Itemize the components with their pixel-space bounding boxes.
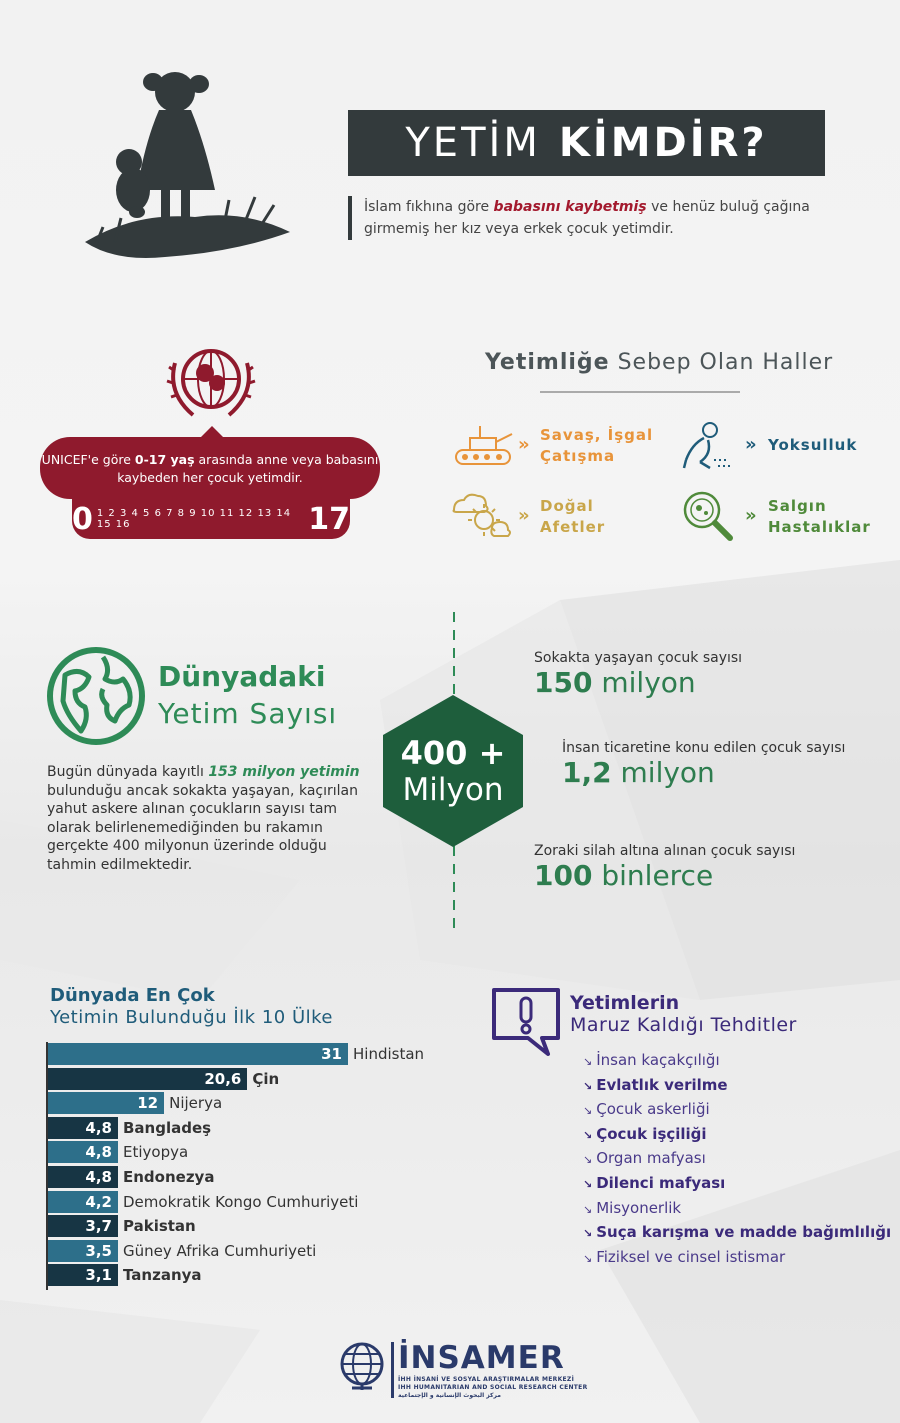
definition-post: ve henüz buluğ çağına girmemiş her kız veya erkek çocuk yetimdir. (364, 199, 810, 237)
threat-item (583, 1149, 706, 1167)
arrow-down-right-icon: ↘ (583, 1128, 593, 1142)
warning-speech-icon (488, 984, 564, 1060)
bar-row (48, 1141, 848, 1163)
threat-label: Dilenci mafyası (596, 1174, 726, 1192)
bar: 3,1 (48, 1264, 118, 1286)
threat-label: Suça karışma ve madde bağımlılığı (596, 1223, 892, 1242)
bar-category-label: Etiyopya (123, 1143, 189, 1162)
bar-row (48, 1264, 848, 1286)
world-title-bold: Dünyadaki (158, 660, 326, 693)
threat-label: Organ mafyası (596, 1149, 706, 1168)
globe-icon (45, 645, 147, 747)
chevron-right-icon: » (518, 505, 530, 526)
hexagon-text (384, 734, 522, 808)
footer-line3: مركز البحوث الإنسانية و الإجتماعية (398, 1392, 501, 1399)
bar-row (48, 1043, 848, 1065)
insamer-name: İNSAMER (398, 1340, 565, 1376)
bar-category-label: Pakistan (123, 1217, 196, 1236)
bar-row (48, 1117, 848, 1139)
threat-item (583, 1076, 728, 1094)
unicef-text-bold: 0-17 yaş (134, 452, 195, 467)
bar: 4,8 (48, 1141, 118, 1163)
bar: 4,8 (48, 1166, 118, 1188)
threats-title-rest: Maruz Kaldığı Tehditler (570, 1014, 797, 1036)
stat-trafficking (562, 740, 845, 789)
footer-line2: IHH HUMANITARIAN AND SOCIAL RESEARCH CENTER (398, 1384, 588, 1391)
stat-unit: milyon (601, 666, 696, 699)
causes-title-rest: Sebep Olan Haller (617, 350, 834, 375)
threat-item (583, 1125, 707, 1143)
poverty-icon (678, 420, 734, 472)
stat-child-soldiers (534, 843, 795, 892)
threat-label: Çocuk askerliği (596, 1100, 710, 1119)
causes-title-bold: Yetimliğe (485, 350, 610, 375)
arrow-down-right-icon: ↘ (583, 1202, 593, 1216)
bar-category-label: Hindistan (353, 1045, 425, 1063)
hex-unit: Milyon (402, 772, 504, 808)
cause-poverty-line1: Yoksulluk (768, 436, 858, 454)
virus-magnifier-icon (680, 488, 736, 544)
world-text-post: bulunduğu ancak sokakta yaşayan, kaçırılan yahut askere alınan çocukların sayısı tam olarak belirlenemediğinden bu rakamın gerçekte 400 milyonun üzerinde olduğu tahmin edilmektedir. (47, 782, 358, 873)
bar-row (48, 1191, 848, 1213)
chevron-right-icon: » (745, 434, 757, 455)
bar: 12 (48, 1092, 164, 1114)
arrow-down-right-icon: ↘ (583, 1178, 593, 1191)
arrow-down-right-icon: ↘ (583, 1251, 593, 1265)
stat-label: İnsan ticaretine konu edilen çocuk sayısı (562, 740, 846, 756)
bar: 3,7 (48, 1215, 118, 1237)
bar-category-label: Bangladeş (123, 1118, 212, 1137)
bar: 3,5 (48, 1240, 118, 1262)
chevron-right-icon: » (745, 505, 757, 526)
cause-epidemics-line2: Hastalıklar (768, 518, 871, 536)
age-start: 0 (72, 501, 93, 537)
chevron-right-icon: » (518, 434, 530, 455)
age-middle: 1 2 3 4 5 6 7 8 9 10 11 12 13 14 15 16 (96, 508, 292, 530)
arrow-down-right-icon: ↘ (583, 1079, 593, 1093)
threat-item (583, 1199, 681, 1217)
cause-disasters (540, 496, 605, 538)
title-bold: KİMDİR? (558, 120, 768, 166)
definition-text (348, 196, 834, 240)
stat-label: Zoraki silah altına alınan çocuk sayısı (534, 843, 796, 859)
footer-line1: İHH İNSANİ VE SOSYAL ARAŞTIRMALAR MERKEZİ (398, 1376, 575, 1383)
threat-label: Fiziksel ve cinsel istismar (596, 1247, 786, 1266)
chart-title: Dünyada En Çok (50, 985, 215, 1006)
age-end: 17 (308, 501, 350, 537)
girl-silhouette-icon (75, 62, 295, 272)
definition-highlight: babasını kaybetmiş (493, 199, 647, 215)
bar-category-label: Güney Afrika Cumhuriyeti (123, 1241, 317, 1260)
threat-label: Evlatlık verilme (596, 1075, 728, 1094)
world-description (47, 763, 367, 874)
bar-row (48, 1092, 848, 1114)
arrow-down-right-icon: ↘ (583, 1104, 593, 1118)
footer-divider (391, 1342, 394, 1398)
threat-label: Çocuk işçiliği (596, 1124, 707, 1143)
bar: 4,2 (48, 1191, 118, 1213)
threats-title-bold: Yetimlerin (570, 992, 680, 1014)
cause-war-line1: Savaş, İşgal (540, 426, 654, 444)
stat-value: 150 (534, 666, 593, 699)
causes-title (485, 350, 833, 375)
cause-war (540, 425, 653, 467)
title-light: YETİM (405, 120, 541, 166)
world-text-highlight: 153 milyon yetimin (208, 764, 360, 780)
world-title-rest: Yetim Sayısı (158, 697, 338, 730)
definition-pre: İslam fıkhına göre (364, 199, 494, 215)
bar-category-label: Çin (252, 1069, 280, 1088)
stat-street-children (534, 650, 742, 699)
bar: 20,6 (48, 1068, 247, 1090)
unicef-text-post: arasında anne veya babasını kaybeden her çocuk yetimdir. (117, 452, 379, 485)
stat-unit: binlerce (601, 859, 714, 892)
bar-row (48, 1166, 848, 1188)
causes-divider (540, 391, 740, 393)
arrow-down-right-icon: ↘ (583, 1227, 593, 1241)
bar: 4,8 (48, 1117, 118, 1139)
hex-number: 400 + (400, 734, 506, 772)
arrow-down-right-icon: ↘ (583, 1153, 593, 1167)
cause-poverty (768, 435, 857, 456)
threat-item (583, 1100, 710, 1118)
chart-subtitle: Yetimin Bulunduğu İlk 10 Ülke (50, 1007, 333, 1028)
bar-category-label: Nijerya (169, 1094, 223, 1113)
stat-value: 1,2 (562, 756, 612, 789)
cause-epidemics-line1: Salgın (768, 497, 827, 515)
bar: 31 (48, 1043, 348, 1065)
cause-war-line2: Çatışma (540, 447, 616, 465)
unicef-definition (40, 437, 380, 499)
cause-disasters-line2: Afetler (540, 518, 606, 536)
threat-item (583, 1051, 720, 1069)
page-title (348, 110, 825, 176)
unicef-text-pre: UNICEF'e göre (41, 452, 135, 467)
insamer-globe-logo-icon (338, 1340, 388, 1396)
threat-label: İnsan kaçakçılığı (596, 1051, 720, 1069)
bar-category-label: Tanzanya (123, 1266, 202, 1285)
threat-label: Misyonerlik (596, 1198, 682, 1217)
threat-item (583, 1248, 785, 1266)
bar-category-label: Demokratik Kongo Cumhuriyeti (123, 1192, 359, 1211)
cause-epidemics (768, 496, 871, 538)
bar-row (48, 1068, 848, 1090)
cause-disasters-line1: Doğal (540, 497, 594, 515)
unicef-logo-icon (163, 343, 259, 423)
stat-label: Sokakta yaşayan çocuk sayısı (534, 650, 743, 666)
bar-category-label: Endonezya (123, 1168, 215, 1186)
threat-item (583, 1174, 725, 1192)
stat-value: 100 (534, 859, 593, 892)
tank-icon (452, 420, 514, 470)
stat-unit: milyon (620, 756, 715, 789)
weather-icon (448, 488, 514, 540)
age-range-bar (72, 499, 350, 539)
threat-item (583, 1223, 891, 1241)
world-text-pre: Bugün dünyada kayıtlı (47, 764, 209, 780)
arrow-down-right-icon: ↘ (583, 1055, 593, 1068)
